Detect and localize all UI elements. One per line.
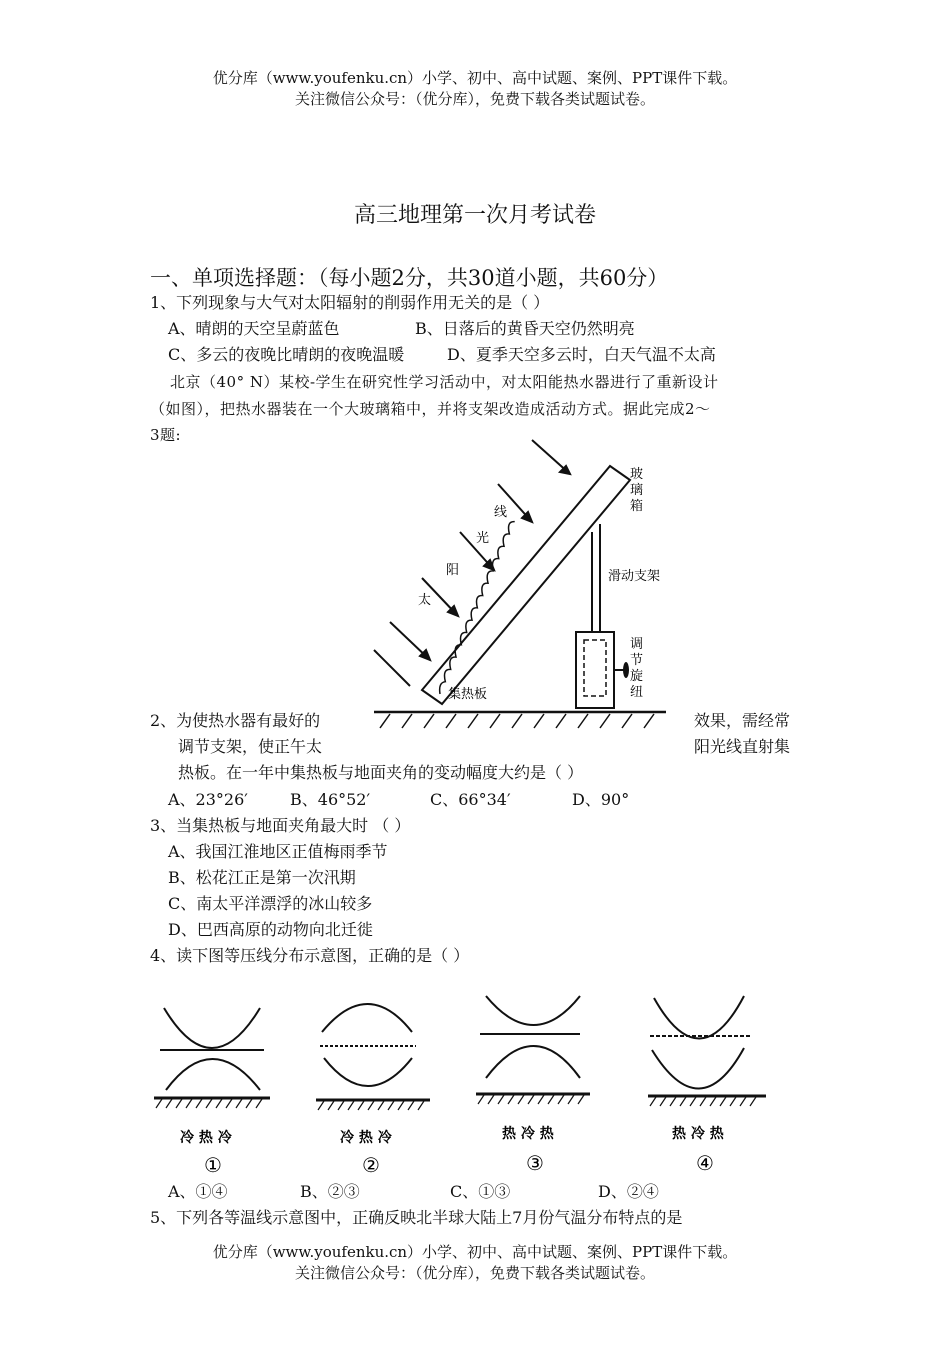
solar-heater-figure (360, 432, 680, 734)
sun-char-1: 太 (418, 593, 432, 608)
q2-line-2b: 阳光线直射集 (694, 737, 791, 756)
q2-line-1a: 2、为使热水器有最好的 (150, 711, 321, 730)
panel-2-labels: 冷 热 冷 (340, 1130, 392, 1146)
glass-label-2: 璃 (630, 483, 644, 498)
q5-stem: 5、下列各等温线示意图中，正确反映北半球大陆上7月份气温分布特点的是 (150, 1208, 683, 1227)
knob-label-2: 节 (630, 653, 644, 668)
q1-option-d: D、夏季天空多云时，白天气温不太高 (447, 345, 716, 364)
sun-ray-arrows (374, 440, 570, 686)
q4-option-c: C、①③ (450, 1182, 511, 1201)
isobar-p3-bottom (486, 1046, 580, 1078)
q4-option-a: A、①④ (168, 1182, 228, 1201)
collector-plate (385, 520, 569, 694)
panel-2-number: ② (362, 1153, 380, 1177)
isobar-p1-top (164, 1008, 260, 1048)
q2-option-a: A、23°26′ (168, 790, 248, 809)
glass-label-3: 箱 (630, 499, 644, 514)
intro-line-2: （如图），把热水器装在一个大玻璃箱中，并将支架改造成活动方式。据此完成2～ (150, 400, 711, 418)
isobar-figure (140, 988, 780, 1178)
isobar-p1-bottom (166, 1059, 260, 1090)
q2-option-b: B、46°52′ (290, 790, 371, 809)
glass-label-1: 玻 (630, 467, 644, 482)
knob-label-4: 纽 (630, 685, 644, 700)
q2-line-1b: 效果，需经常 (694, 711, 791, 730)
panel-4-labels: 热 冷 热 (672, 1126, 724, 1142)
sun-char-2: 阳 (446, 563, 460, 578)
glass-box (422, 466, 630, 704)
q3-option-c: C、南太平洋漂浮的冰山较多 (168, 894, 373, 913)
q2-option-d: D、90° (572, 790, 630, 809)
page-title: 高三地理第一次月考试卷 (353, 203, 596, 228)
sun-char-3: 光 (476, 531, 490, 546)
q3-option-d: D、巴西高原的动物向北迁徙 (168, 920, 373, 939)
q3-option-b: B、松花江正是第一次汛期 (168, 868, 356, 887)
collector-label: 集热板 (448, 687, 488, 702)
panel-1-labels: 冷 热 冷 (180, 1130, 232, 1146)
panel-3-labels: 热 冷 热 (502, 1126, 554, 1142)
q2-line-3: 热板。在一年中集热板与地面夹角的变动幅度大约是（ ） (178, 763, 584, 782)
intro-line-1: 北京（40° N）某校-学生在研究性学习活动中，对太阳能热水器进行了重新设计 (170, 373, 719, 391)
q4-option-d: D、②④ (598, 1182, 659, 1201)
knob-icon (623, 662, 629, 678)
footer-line-1: 优分库（www.youfenku.cn）小学、初中、高中试题、案例、PPT课件下载。 (212, 1243, 738, 1261)
q1-option-a: A、晴朗的天空呈蔚蓝色 (168, 319, 340, 338)
isobar-p4-top (654, 996, 744, 1039)
sun-char-4: 线 (494, 505, 508, 520)
panel-1-number: ① (204, 1153, 222, 1177)
knob-label-1: 调 (630, 637, 644, 652)
isobar-p2-top (322, 1004, 412, 1032)
panel-4-number: ④ (696, 1151, 714, 1175)
q4-option-b: B、②③ (300, 1182, 360, 1201)
q2-option-c: C、66°34′ (430, 790, 511, 809)
q3-option-a: A、我国江淮地区正值梅雨季节 (168, 842, 388, 861)
support-label: 滑动支架 (608, 569, 661, 584)
q1-option-b: B、日落后的黄昏天空仍然明亮 (415, 319, 635, 338)
panel-3-number: ③ (526, 1151, 544, 1175)
isobar-p2-bottom (324, 1058, 412, 1086)
q1-option-c: C、多云的夜晚比晴朗的夜晚温暖 (168, 345, 405, 364)
knob-label-3: 旋 (630, 669, 644, 684)
section-heading: 一、单项选择题：（每小题2分，共30道小题，共60分） (150, 266, 669, 290)
q4-stem: 4、读下图等压线分布示意图，正确的是（ ） (150, 946, 470, 965)
isobar-p3-top (486, 996, 580, 1025)
q2-line-2a: 调节支架，使正午太 (178, 737, 323, 756)
footer-line-2: 关注微信公众号：（优分库），免费下载各类试题试卷。 (294, 1264, 655, 1282)
isobar-p4-bottom (652, 1048, 744, 1089)
header-line-1: 优分库（www.youfenku.cn）小学、初中、高中试题、案例、PPT课件下载。 (212, 69, 738, 87)
q1-stem: 1、下列现象与大气对太阳辐射的削弱作用无关的是（ ） (150, 293, 550, 312)
q3-stem: 3、当集热板与地面夹角最大时 （ ） (150, 816, 411, 835)
header-line-2: 关注微信公众号：（优分库），免费下载各类试题试卷。 (294, 90, 655, 108)
intro-line-3: 3题: (150, 426, 182, 444)
